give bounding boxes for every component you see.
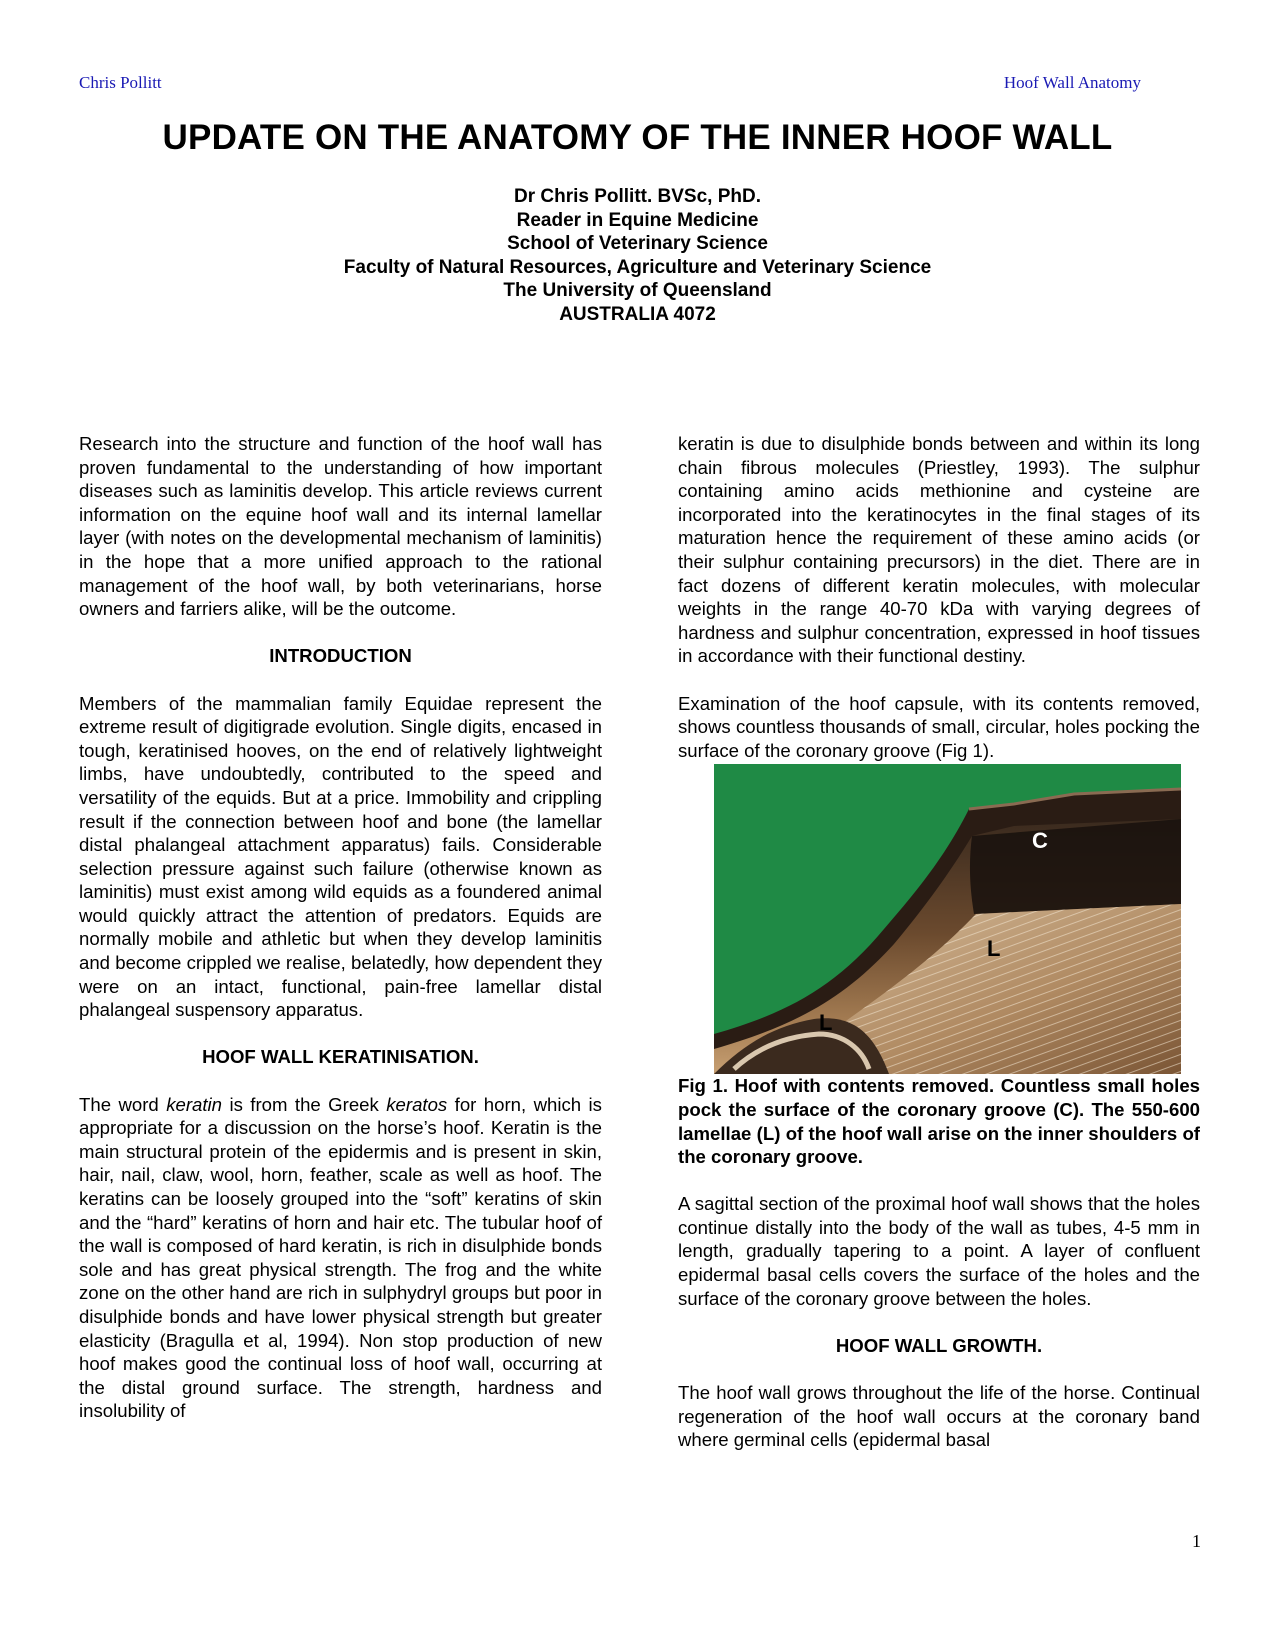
- hoof-capsule-paragraph: Examination of the hoof capsule, with its contents removed, shows countless thousands of small, circular, holes pocking the surface of the coronary groove (Fig 1).: [678, 692, 1200, 761]
- author-university: The University of Queensland: [503, 280, 772, 301]
- author-school: School of Veterinary Science: [507, 233, 768, 254]
- author-country: AUSTRALIA 4072: [559, 303, 716, 325]
- term-keratos: keratos: [386, 1093, 448, 1115]
- hoof-photo: [714, 764, 1181, 1074]
- label-l-upper: L: [987, 936, 1001, 962]
- abstract-paragraph: Research into the structure and function of the hoof wall has proven fundamental to the understanding of how important diseases such as laminitis develop. This article reviews current information on the equine hoof wall and its internal lamellar layer (with notes on the developmental mechanism of laminitis) in the hope that a more unified approach to the rational management of the hoof wall, by both veterinarians, horse owners and farriers alike, will be the outcome.: [79, 433, 602, 620]
- running-header-author: Chris Pollitt: [79, 73, 162, 92]
- sagittal-section-paragraph: A sagittal section of the proximal hoof wall shows that the holes continue distally into the body of the wall as tubes, 4-5 mm in length, gradually tapering to a point. A layer of confluent epidermal basal cells covers the surface of the holes and the surface of the coronary groove between the holes.: [678, 1193, 1200, 1309]
- right-column: [678, 432, 1200, 1475]
- growth-paragraph: The hoof wall grows throughout the life of the horse. Continual regeneration of the hoof wall occurs at the coronary band where germinal cells (epidermal basal: [678, 1382, 1200, 1451]
- author-position: Reader in Equine Medicine: [516, 209, 759, 231]
- growth-heading: HOOF WALL GROWTH.: [835, 1334, 1043, 1356]
- label-l-lower: L: [819, 1010, 833, 1036]
- running-header-title: Hoof Wall Anatomy: [1003, 73, 1141, 92]
- keratinisation-paragraph: [79, 1093, 602, 1423]
- page-title: UPDATE ON THE ANATOMY OF THE INNER HOOF WALL: [162, 118, 1113, 157]
- introduction-paragraph: Members of the mammalian family Equidae represent the extreme result of digitigrade evolution. Single digits, encased in tough, keratinised hooves, on the end of relatively lightweight limbs, have undoubtedly, contributed to the speed and versatility of the equids. But at a price. Immobility and crippling result if the connection between hoof and bone (the lamellar distal phalangeal attachment apparatus) fails. Considerable selection pressure against such failure (otherwise known as laminitis) must exist among wild equids as a foundered animal would quickly attract the attention of predators. Equids are normally mobile and athletic but when they develop laminitis and become crippled we realise, belatedly, how dependent they were on an intact, functional, pain-free lamellar distal phalangeal suspensory apparatus.: [79, 692, 602, 1021]
- figure-caption: Fig 1. Hoof with contents removed. Countless small holes pock the surface of the coronary groove (C). The 550-600 lamellae (L) of the hoof wall arise on the inner shoulders of the coronary groove.: [678, 1075, 1200, 1168]
- hoof-photo-figure: [714, 764, 1181, 1074]
- keratin-bonds-paragraph: keratin is due to disulphide bonds between and within its long chain fibrous molecules (Priestley, 1993). The sulphur containing amino acids methionine and cysteine are incorporated into the keratinocytes in the final stages of its maturation hence the requirement of these amino acids (or their sulphur containing precursors) in the diet. There are in fact dozens of different keratin molecules, with molecular weights in the range 40-70 kDa with varying degrees of hardness and sulphur concentration, expressed in hoof tissues in accordance with their functional destiny.: [678, 433, 1200, 667]
- page-number: 1: [1192, 1531, 1201, 1551]
- author-faculty: Faculty of Natural Resources, Agriculture and Veterinary Science: [343, 256, 932, 278]
- text-run: The word: [79, 1093, 167, 1115]
- left-column: [79, 432, 602, 1447]
- text-run: is from the Greek: [222, 1093, 387, 1115]
- text-run: for horn, which is appropriate for a discussion on the horse’s hoof. Keratin is the main structural protein of the epidermis and is present in skin, hair, nail, claw, wool, horn, feather, scale as well as hoof. The keratins can be loosely grouped into the “soft” keratins of skin and the “hard” keratins of horn and hair etc. The tubular hoof of the wall is composed of hard keratin, is rich in disulphide bonds sole and has great physical strength. The frog and the white zone on the other hand are rich in sulphydryl groups but poor in disulphide bonds and have lower physical strength but greater elasticity (Bragulla et al, 1994). Non stop production of new hoof makes good the continual loss of hoof wall, occurring at the distal ground surface. The strength, hardness and insolubility of: [79, 1093, 602, 1422]
- label-c: C: [1032, 828, 1048, 854]
- author-name: Dr Chris Pollitt. BVSc, PhD.: [513, 186, 762, 207]
- keratinisation-heading: HOOF WALL KERATINISATION.: [202, 1046, 479, 1068]
- term-keratin: keratin: [166, 1093, 223, 1115]
- introduction-heading: INTRODUCTION: [269, 645, 412, 667]
- author-affiliation: [0, 185, 1275, 326]
